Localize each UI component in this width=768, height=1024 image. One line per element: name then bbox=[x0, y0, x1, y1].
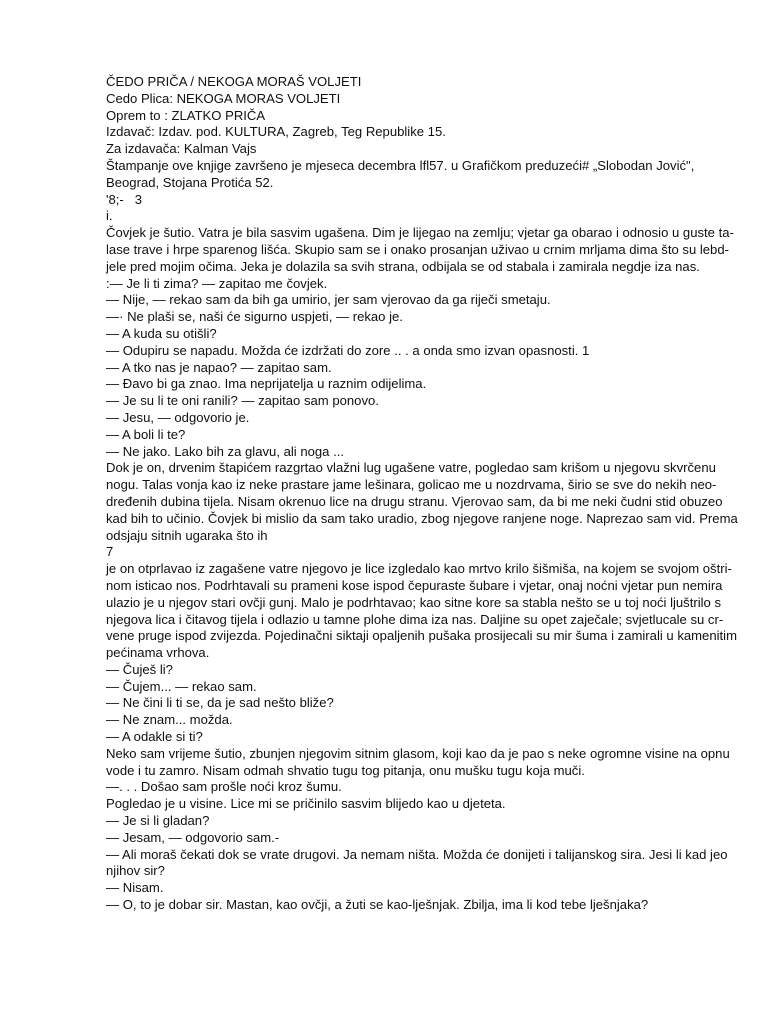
text-line: kad bih to učinio. Čovjek bi mislio da sam tako uradio, zbog njegove ranjene noge. Naprezao sam vid. Prema bbox=[106, 510, 738, 526]
text-line: — Ne jako. Lako bih za glavu, ali noga ... bbox=[106, 443, 345, 459]
document-text bbox=[106, 74, 738, 914]
text-line: njihov sir? bbox=[106, 863, 165, 879]
text-line: '8;- 3 bbox=[106, 191, 142, 207]
text-line: :— Je li ti zima? — zapitao me čovjek. bbox=[106, 275, 328, 291]
text-line: — A boli li te? bbox=[106, 426, 186, 442]
text-line: Štampanje ove knjige završeno je mjeseca decembra lfl57. u Grafičkom preduzeći# „Slobodan Jović", bbox=[106, 157, 695, 173]
text-line: lase trave i hrpe sparenog lišća. Skupio sam se i onako prosanjan uživao u crnim mrljama dima što su lebd- bbox=[106, 241, 729, 257]
text-line: Pogledao je u visine. Lice mi se pričinilo sasvim blijedo kao u djeteta. bbox=[106, 796, 506, 812]
text-line: odsjaju sitnih ugaraka što ih bbox=[106, 527, 268, 543]
text-line: — Odupiru se napadu. Možda će izdržati do zore .. . a onda smo izvan opasnosti. 1 bbox=[106, 342, 590, 358]
text-line: — Jesu, — odgovorio je. bbox=[106, 409, 250, 425]
text-line: vene pruge ispod zvijezda. Pojedinačni siktaji opaljenih pušaka prosijecali su mir šuma i zamirali u kamenitim bbox=[106, 628, 737, 644]
text-line: — Nisam. bbox=[106, 880, 164, 896]
text-line: — A tko nas je napao? — zapitao sam. bbox=[106, 359, 332, 375]
text-line: Izdavač: Izdav. pod. KULTURA, Zagreb, Teg Republike 15. bbox=[106, 124, 446, 140]
text-line: Za izdavača: Kalman Vajs bbox=[106, 141, 257, 157]
text-line: Cedo Plica: NEKOGA MORAS VOLJETI bbox=[106, 90, 341, 106]
text-line: Čovjek je šutio. Vatra je bila sasvim ugašena. Dim je lijegao na zemlju; vjetar ga obarao i odnosio u guste ta- bbox=[106, 225, 734, 241]
text-line: — Nije, — rekao sam da bih ga umirio, jer sam vjerovao da ga riječi smetaju. bbox=[106, 292, 551, 308]
text-line: — Je si li gladan? bbox=[106, 813, 210, 829]
text-line: i. bbox=[106, 208, 113, 224]
text-line: — Je su li te oni ranili? — zapitao sam ponovo. bbox=[106, 393, 379, 409]
text-line: Oprem to : ZLATKO PRIČA bbox=[106, 107, 266, 123]
text-line: nom isticao nos. Podrhtavali su prameni kose ispod čepuraste šubare i vjetar, onaj noćni vjetar pun nemira bbox=[106, 577, 723, 593]
text-line: Beograd, Stojana Protića 52. bbox=[106, 174, 274, 190]
text-line: — Đavo bi ga znao. Ima neprijatelja u raznim odijelima. bbox=[106, 376, 427, 392]
text-line: 7 bbox=[106, 544, 114, 560]
text-line: ulazio je u njegov stari ovčji gunj. Malo je podrhtavao; kao sitne kore sa stabla nešto se u toj noći ljuštrilo s bbox=[106, 594, 722, 610]
text-line: je on otprlavao iz zagašene vatre njegovo je lice izgledalo kao mrtvo krilo šišmiša, na kojem se svojom oštri- bbox=[106, 561, 732, 577]
text-line: — Jesam, — odgovorio sam.- bbox=[106, 829, 280, 845]
text-line: — Čuješ li? bbox=[106, 661, 173, 677]
text-line: Dok je on, drvenim štapićem razgrtao vlažni lug ugašene vatre, pogledao sam krišom u njegovu skvrčenu bbox=[106, 460, 716, 476]
text-line: nogu. Talas vonja kao iz neke prastare jame lešinara, golicao me u nozdrvama, širio se sve do nekih neo- bbox=[106, 477, 717, 493]
text-line: — A kuda su otišli? bbox=[106, 325, 217, 341]
text-line: —. . . Došao sam prošle noći kroz šumu. bbox=[106, 779, 342, 795]
text-line: — Čujem... — rekao sam. bbox=[106, 678, 257, 694]
text-line: Neko sam vrijeme šutio, zbunjen njegovim sitnim glasom, koji kao da je pao s neke ogromne visine na opnu bbox=[106, 745, 730, 761]
text-line: — Ne znam... možda. bbox=[106, 712, 233, 728]
text-line: vode i tu zamro. Nisam odmah shvatio tugu tog pitanja, onu mušku tugu koja muči. bbox=[106, 762, 585, 778]
text-line: jele pred mojim očima. Jeka je dolazila sa svih strana, odbijala se od stabala i zamirala negdje iza nas. bbox=[106, 258, 700, 274]
text-line: — Ali moraš čekati dok se vrate drugovi. Ja nemam ništa. Možda će donijeti i talijanskog sira. Jesi li kad jeo bbox=[106, 846, 728, 862]
document-page bbox=[106, 74, 738, 914]
text-line: — Ne čini li ti se, da je sad nešto bliže? bbox=[106, 695, 334, 711]
text-line: ČEDO PRIČA / NEKOGA MORAŠ VOLJETI bbox=[106, 74, 362, 89]
text-line: — O, to je dobar sir. Mastan, kao ovčji, a žuti se kao-lješnjak. Zbilja, ima li kod tebe lješnjaka? bbox=[106, 897, 649, 913]
text-line: —· Ne plaši se, naši će sigurno uspjeti, — rekao je. bbox=[106, 309, 403, 325]
text-line: pećinama vrhova. bbox=[106, 645, 210, 661]
text-line: — A odakle si ti? bbox=[106, 729, 203, 745]
text-line: dređenih dubina tijela. Nisam okrenuo lice na drugu stranu. Vjerovao sam, da bi me neki čudni stid obuzeo bbox=[106, 493, 723, 509]
text-line: njegova lica i čitavog tijela i odlazio u tamne plohe dima iza nas. Daljine su opet zaječale; svjetlucale su cr- bbox=[106, 611, 724, 627]
